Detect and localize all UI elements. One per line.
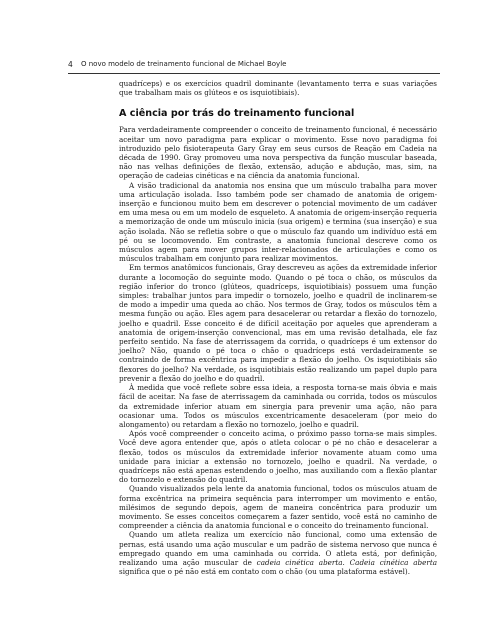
paragraph-7	[119, 530, 437, 576]
paragraph-1: Para verdadeiramente compreender o conceito de treinamento funcional, é necessário aceitar um novo paradigma para explicar o movimento. Esse novo paradigma foi introduzido pelo fisioterapeuta Gary Gray em seus cursos de Reação em Cadeia na década de 1990. Gray promoveu uma nova perspectiva da função muscular baseada, não nas velhas definições de flexão, extensão, adução e abdução, mas, sim, na operação de cadeias cinéticas e na ciência da anatomia funcional.	[119, 125, 437, 181]
paragraph-7-term-1: cadeia cinética aberta	[256, 557, 343, 567]
paragraph-7-term-2: Cadeia cinética aberta	[349, 557, 437, 567]
section-heading: A ciência por trás do treinamento funcional	[119, 108, 355, 120]
page-number: 4	[68, 60, 73, 69]
page-body	[119, 79, 437, 576]
running-title: O novo modelo de treinamento funcional de Michael Boyle	[81, 60, 287, 68]
paragraph-3: Em termos anatômicos funcionais, Gray descreveu as ações da extremidade inferior durante a locomoção do seguinte modo. Quando o pé toca o chão, os músculos da região inferior do tronco (glúteos, quadríceps, isquiotibiais) possuem uma função simples: trabalhar juntos para impedir o tornozelo, joelho e quadril de inclinarem-se de modo a impedir uma queda ao chão. Nos termos de Gray, todos os músculos têm a mesma função ou ação. Eles agem para desacelerar ou retardar a flexão do tornozelo, joelho e quadril. Esse conceito é de difícil aceitação por aqueles que aprenderam a anatomia de origem-inserção convencional, mas em uma revisão detalhada, ele faz perfeito sentido. Na fase de aterrissagem da corrida, o quadríceps é um extensor do joelho? Não, quando o pé toca o chão o quadríceps está verdadeiramente se contraindo de forma excêntrica para impedir a flexão do joelho. Os isquiotibiais são flexores do joelho? Na verdade, os isquiotibiais estão realizando um papel duplo para prevenir a flexão do joelho e do quadril.	[119, 263, 437, 383]
paragraph-6: Quando visualizados pela lente da anatomia funcional, todos os músculos atuam de forma excêntrica na primeira sequência para interromper um movimento e então, milésimos de segundo depois, agem de maneira concêntrica para produzir um movimento. Se esses conceitos começarem a fazer sentido, você está no caminho de compreender a ciência da anatomia funcional e o conceito do treinamento funcional.	[119, 484, 437, 531]
paragraph-7-text-c: significa que o pé não está em contato com o chão (ou uma plataforma estável).	[119, 567, 411, 577]
paragraph-5: Após você compreender o conceito acima, o próximo passo torna-se mais simples. Você deve agora entender que, após o atleta colocar o pé no chão e desacelerar a flexão, todos os músculos da extremidade inferior novamente atuam como uma unidade para iniciar a extensão no tornozelo, joelho e quadril. Na verdade, o quadríceps não está apenas estendendo o joelho, mas auxiliando com a flexão plantar do tornozelo e extensão do quadril.	[119, 429, 437, 485]
paragraph-7-text-a: Quando um atleta realiza um exercício não funcional, como uma extensão de pernas, está usando uma ação muscular e um padrão de sistema nervoso que nunca é empregado quando em uma caminhada ou corrida. O atleta está, por definição, realizando uma ação muscular de	[119, 530, 437, 567]
header-rule	[68, 73, 440, 74]
paragraph-7-text-b: .	[342, 557, 350, 567]
page-header	[68, 60, 440, 72]
paragraph-2: A visão tradicional da anatomia nos ensina que um músculo trabalha para mover uma articulação isolada. Isso também pode ser chamado de anatomia de origem-inserção e funcionou muito bem em descrever o potencial movimento de um cadáver em uma mesa ou em um modelo de esqueleto. A anatomia de origem-inserção requeria a memorização de onde um músculo inicia (sua origem) e termina (sua inserção) e sua ação isolada. Não se refletia sobre o que o músculo faz quando um indivíduo está em pé ou se locomovendo. Em contraste, a anatomia funcional descreve como os músculos agem para mover grupos inter-relacionados de articulações e como os músculos trabalham em conjunto para realizar movimentos.	[119, 180, 437, 264]
paragraph-4: À medida que você reflete sobre essa ideia, a resposta torna-se mais óbvia e mais fácil de aceitar. Na fase de aterrissagem da caminhada ou corrida, todos os músculos da extremidade inferior atuam em sinergia para prevenir uma ação, não para ocasionar uma. Todos os músculos excentricamente desaceleram (por meio do alongamento) ou retardam a flexão no tornozelo, joelho e quadril.	[119, 383, 437, 429]
intro-paragraph: quadríceps) e os exercícios quadril dominante (levantamento terra e suas variações que trabalham mais os glúteos e os isquiotibiais).	[119, 79, 437, 98]
